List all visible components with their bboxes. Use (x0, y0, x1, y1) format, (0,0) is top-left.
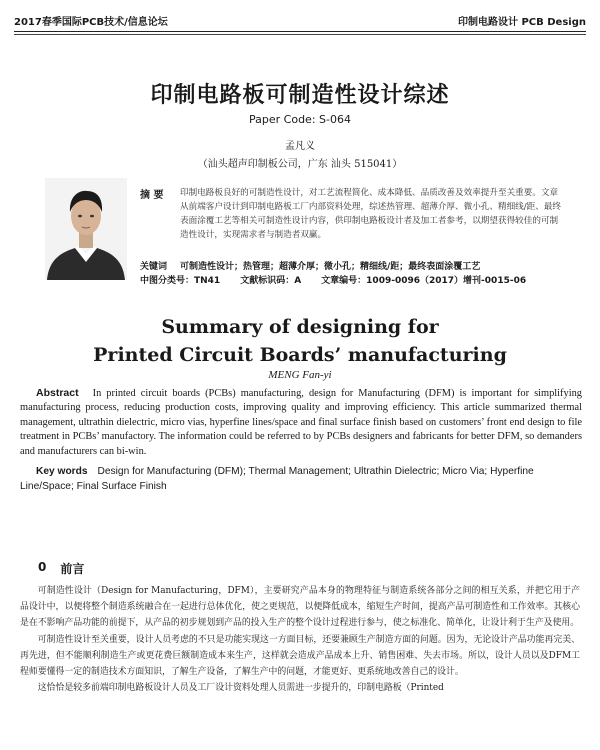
keywords-cn-text: 可制造性设计；热管理；超薄介厚；微小孔；精细线/距；最终表面涂覆工艺 (180, 262, 481, 272)
keywords-english (20, 464, 582, 494)
abstract-en-label: Abstract (36, 387, 79, 399)
author-photo (45, 178, 127, 280)
body-paragraph: 这恰恰是较多前端印制电路板设计人员及工厂设计资料处理人员需进一步提升的，印制电路板（Printed (37, 683, 444, 694)
header-left: 2017春季国际PCB技术/信息论坛 (14, 16, 168, 28)
header-rule-thin (14, 34, 586, 35)
article-number: 文章编号：1009-0096（2017）增刊-0015-06 (321, 276, 527, 286)
english-title-line1: Summary of designing for (161, 316, 439, 338)
chinese-title: 印制电路板可制造性设计综述 (150, 83, 450, 108)
classification-line (140, 273, 526, 286)
section-title: 前言 (60, 562, 85, 576)
body-paragraph: 可制造性设计（Design for Manufacturing，DFM），主要研究产品本身的物理特征与制造系统各部分之间的相互关系，并把它用于产品设计中，以便将整个制造系统融合在一起进行总体优化，使之更规范，以便降低成本，缩短生产时间，提高产品可制造性和工作效率。其核心是在不影响产品功能的前提下，从产品的初步规划到产品的投入生产的整个设计过程进行参与，使之标准化、简单化，让设计利于生产及使用。 (20, 586, 580, 629)
keywords-en-label: Key words (36, 466, 88, 477)
section-number: 0 (38, 560, 47, 574)
section-heading (38, 560, 84, 577)
abstract-cn-text: 印制电路板良好的可制造性设计，对工艺流程简化、成本降低、品质改善及效率提升至关重要。文章从前端客户设计到印制电路板工厂内部资料处理，综述热管理、超薄介厚、微小孔、精细线/距、最终表面涂覆工艺等相关可制造性设计内容，供印制电路板设计者及加工者参考，以期望获得较佳的可制造性设计，实现需求者与制造者双赢。 (180, 188, 562, 240)
header-right: 印制电路设计 PCB Design (458, 16, 586, 28)
keywords-cn-label: 关键词 (140, 262, 168, 272)
abstract-en-text: In printed circuit boards (PCBs) manufacturing, design for Manufacturing (DFM) is important for simplifying manufacturing process, reducing production costs, improving quality and improving efficiency. This article summarized thermal management, ultrathin dielectric, micro vias, hyperfine lines/space and final surface finish based on customers’ front end design to file treatment in PCBs’ manufactory. The information could be referred to by PCBs designers and fabricants for better DFM, so demanders and manufacturers can bi-win. (20, 388, 582, 457)
keywords-en-text: Design for Manufacturing (DFM); Thermal Management; Ultrathin Dielectric; Micro Via; Hyperfine Line/Space; Final Surface Finish (20, 466, 534, 492)
header-rule (14, 31, 586, 32)
author-chinese: 孟凡义 (285, 141, 315, 152)
document-code: 文献标识码：A (240, 276, 302, 286)
clc-number: 中图分类号：TN41 (140, 276, 221, 286)
english-title-line2: Printed Circuit Boards’ manufacturing (93, 344, 507, 366)
english-title (0, 313, 600, 369)
abstract-english (20, 386, 582, 459)
abstract-cn-label: 摘 要 (140, 190, 164, 201)
running-header (14, 12, 586, 28)
body-paragraph: 可制造性设计至关重要，设计人员考虑的不只是功能实现这一方面目标，还要兼顾生产制造方面的问题。因为，无论设计产品功能再完美、再先进，但不能顺利制造生产或更花费巨额制造成本来生产，这样就会造成产品成本上升、销售困难、失去市场。所以，设计人员以及DFM工程师要懂得一定的制造技术方面知识，了解生产设备，了解生产中的问题，才能更好、更系统地改善自己的设计。 (20, 634, 580, 678)
affiliation-chinese: （汕头超声印制板公司，广东 汕头 515041） (197, 159, 403, 170)
body-text (20, 583, 580, 696)
paper-code: Paper Code: S-064 (249, 113, 351, 126)
author-english: MENG Fan-yi (268, 369, 332, 381)
